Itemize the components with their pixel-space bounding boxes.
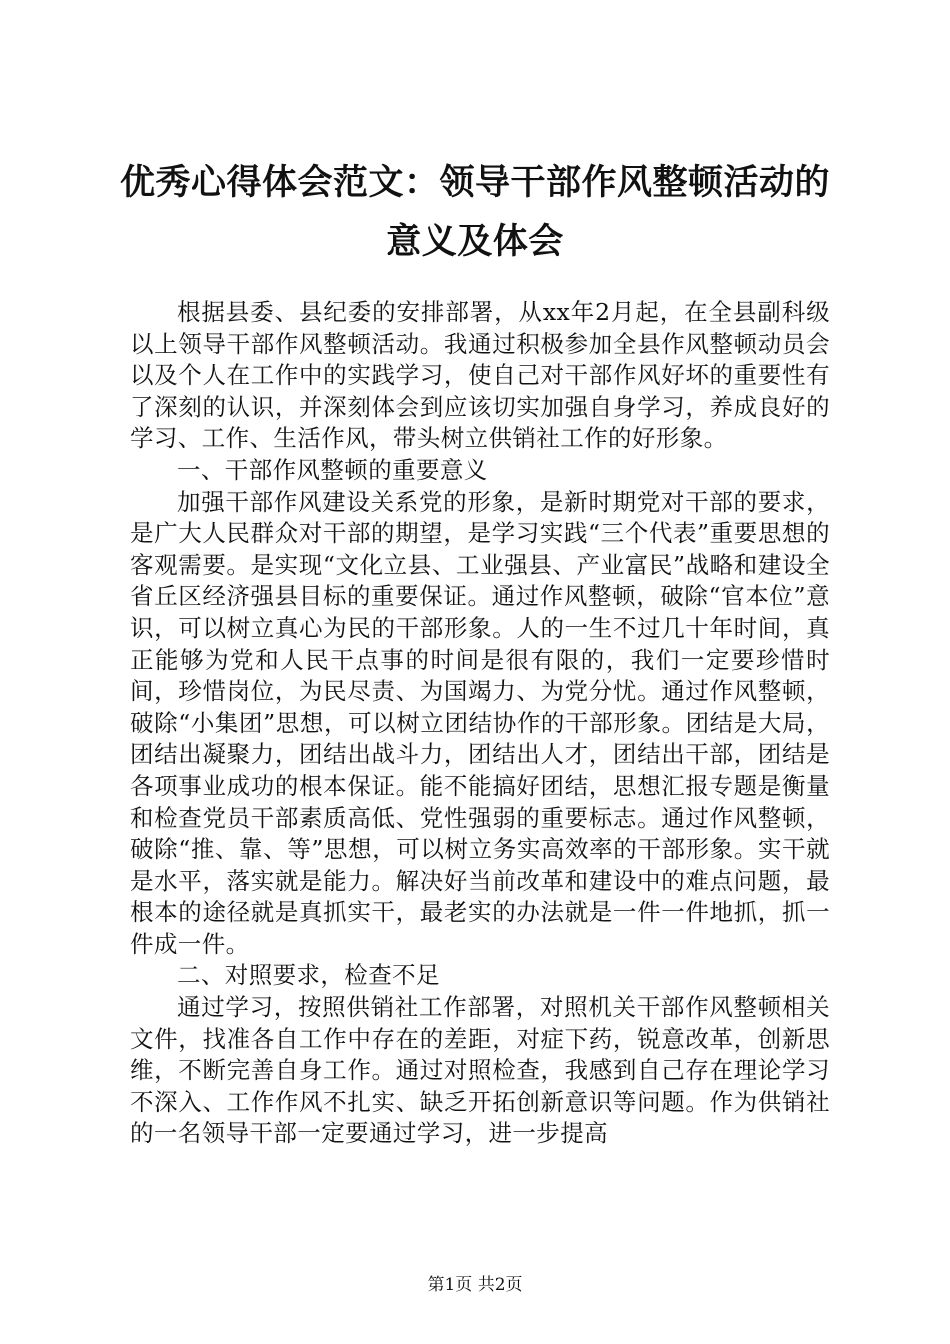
document-body: [130, 297, 830, 1150]
section-heading-2: 二、对照要求，检查不足: [177, 961, 440, 990]
paragraph-section-1: 加强干部作风建设关系党的形象，是新时期党对干部的要求，是广大人民群众对干部的期望，是学习实践“三个代表”重要思想的客观需要。是实现“文化立县、工业强县、产业富民”战略和建设全省丘区经济强县目标的重要保证。通过作风整顿，破除“官本位”意识，可以树立真心为民的干部形象。人的一生不过几十年时间，真正能够为党和人民干点事的时间是很有限的，我们一定要珍惜时间，珍惜岗位，为民尽责、为国竭力、为党分忧。通过作风整顿，破除“小集团”思想，可以树立团结协作的干部形象。团结是大局，团结出凝聚力，团结出战斗力，团结出人才，团结出干部，团结是各项事业成功的根本保证。能不能搞好团结，思想汇报专题是衡量和检查党员干部素质高低、党性强弱的重要标志。通过作风整顿，破除“推、靠、等”思想，可以树立务实高效率的干部形象。实干就是水平，落实就是能力。解决好当前改革和建设中的难点问题，最根本的途径就是真抓实干，最老实的办法就是一件一件地抓，抓一件成一件。: [130, 487, 830, 958]
paragraph-section-2: 通过学习，按照供销社工作部署，对照机关干部作风整顿相关文件，找准各自工作中存在的差距，对症下药，锐意改革，创新思维，不断完善自身工作。通过对照检查，我感到自己存在理论学习不深入、工作作风不扎实、缺乏开拓创新意识等问题。作为供销社的一名领导干部一定要通过学习，进一步提高: [130, 993, 830, 1148]
section-heading-1: 一、干部作风整顿的重要意义: [177, 455, 488, 484]
document-title-line-2: 意义及体会: [386, 221, 564, 262]
page-number-footer: 第1页 共2页: [427, 1275, 523, 1295]
paragraph-intro: 根据县委、县纪委的安排部署，从xx年2月起，在全县副科级以上领导干部作风整顿活动。我通过积极参加全县作风整顿动员会以及个人在工作中的实践学习，使自己对干部作风好坏的重要性有了深刻的认识，并深刻体会到应该切实加强自身学习，养成良好的学习、工作、生活作风，带头树立供销社工作的好形象。: [130, 298, 830, 453]
document-title-line-1: 优秀心得体会范文：领导干部作风整顿活动的: [120, 162, 831, 203]
